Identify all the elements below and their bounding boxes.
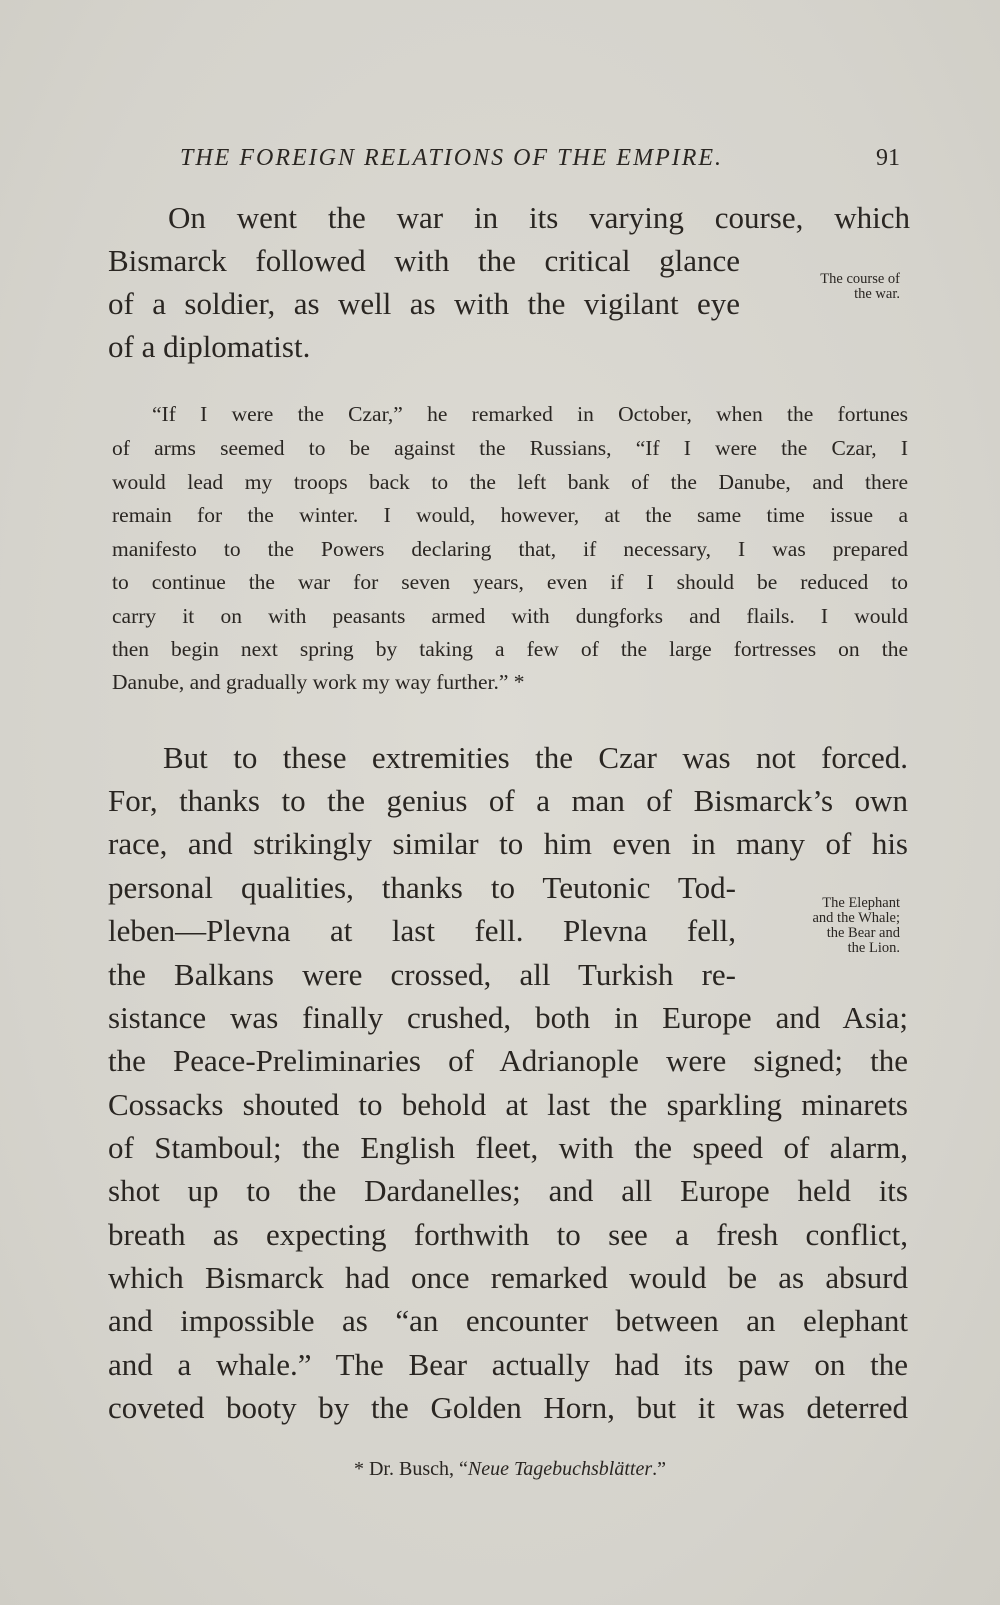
quote-line: manifesto to the Powers declaring that, if necessary, I was prepared	[112, 537, 908, 561]
paragraph-2-line: But to these extremities the Czar was not forced.	[163, 740, 908, 775]
quote-line: Danube, and gradually work my way further.” *	[112, 670, 525, 694]
paragraph-2-line: leben—Plevna at last fell. Plevna fell,	[108, 913, 736, 948]
footnote-suffix: .”	[652, 1458, 667, 1480]
quote-line: “If I were the Czar,” he remarked in October, when the fortunes	[152, 402, 908, 426]
margin-note-line: and the Whale;	[812, 910, 900, 926]
quote-line: remain for the winter. I would, however, at the same time issue a	[112, 503, 908, 527]
paragraph-2-line: personal qualities, thanks to Teutonic Tod-	[108, 870, 736, 905]
margin-note-course-of-war	[760, 272, 900, 302]
margin-note-elephant-whale	[748, 896, 900, 956]
paragraph-1-line: of a soldier, as well as with the vigilant eye	[108, 286, 740, 321]
margin-note-line: The Elephant	[822, 895, 900, 911]
paragraph-2-line: shot up to the Dardanelles; and all Europe held its	[108, 1173, 908, 1208]
paragraph-2-line: and a whale.” The Bear actually had its paw on the	[108, 1347, 908, 1382]
quote-line: would lead my troops back to the left bank of the Danube, and there	[112, 470, 908, 494]
footnote	[280, 1458, 740, 1481]
paragraph-2-line: the Balkans were crossed, all Turkish re-	[108, 957, 736, 992]
paragraph-2-line: breath as expecting forthwith to see a fresh conflict,	[108, 1217, 908, 1252]
paragraph-2-line: of Stamboul; the English fleet, with the speed of alarm,	[108, 1130, 908, 1165]
quote-line: carry it on with peasants armed with dungforks and flails. I would	[112, 604, 908, 628]
page-header	[180, 145, 900, 175]
paragraph-2-line: the Peace-Preliminaries of Adrianople were signed; the	[108, 1043, 908, 1078]
paragraph-2-line: Cossacks shouted to behold at last the sparkling minarets	[108, 1087, 908, 1122]
paragraph-1-line: On went the war in its varying course, which	[168, 200, 910, 235]
page-number: 91	[876, 145, 900, 171]
footnote-title: Neue Tagebuchsblätter	[467, 1458, 653, 1480]
paragraph-2-line: which Bismarck had once remarked would be as absurd	[108, 1260, 908, 1295]
paragraph-2-line: coveted booty by the Golden Horn, but it was deterred	[108, 1390, 908, 1425]
footnote-prefix: * Dr. Busch, “	[353, 1458, 468, 1480]
paragraph-1-line: Bismarck followed with the critical glance	[108, 243, 740, 278]
running-title: THE FOREIGN RELATIONS OF THE EMPIRE.	[180, 145, 724, 171]
paragraph-2-line: race, and strikingly similar to him even in many of his	[108, 826, 908, 861]
margin-note-line: the war.	[854, 286, 900, 302]
margin-note-line: The course of	[820, 271, 900, 287]
paragraph-2-line: and impossible as “an encounter between an elephant	[108, 1303, 908, 1338]
paragraph-2-line: sistance was finally crushed, both in Europe and Asia;	[108, 1000, 908, 1035]
quote-line: then begin next spring by taking a few of the large fortresses on the	[112, 637, 908, 661]
quote-line: of arms seemed to be against the Russians, “If I were the Czar, I	[112, 436, 908, 460]
quote-line: to continue the war for seven years, even if I should be reduced to	[112, 570, 908, 594]
margin-note-line: the Bear and	[826, 925, 900, 941]
paragraph-1-line: of a diplomatist.	[108, 329, 311, 364]
margin-note-line: the Lion.	[847, 940, 900, 956]
paragraph-2-line: For, thanks to the genius of a man of Bismarck’s own	[108, 783, 908, 818]
